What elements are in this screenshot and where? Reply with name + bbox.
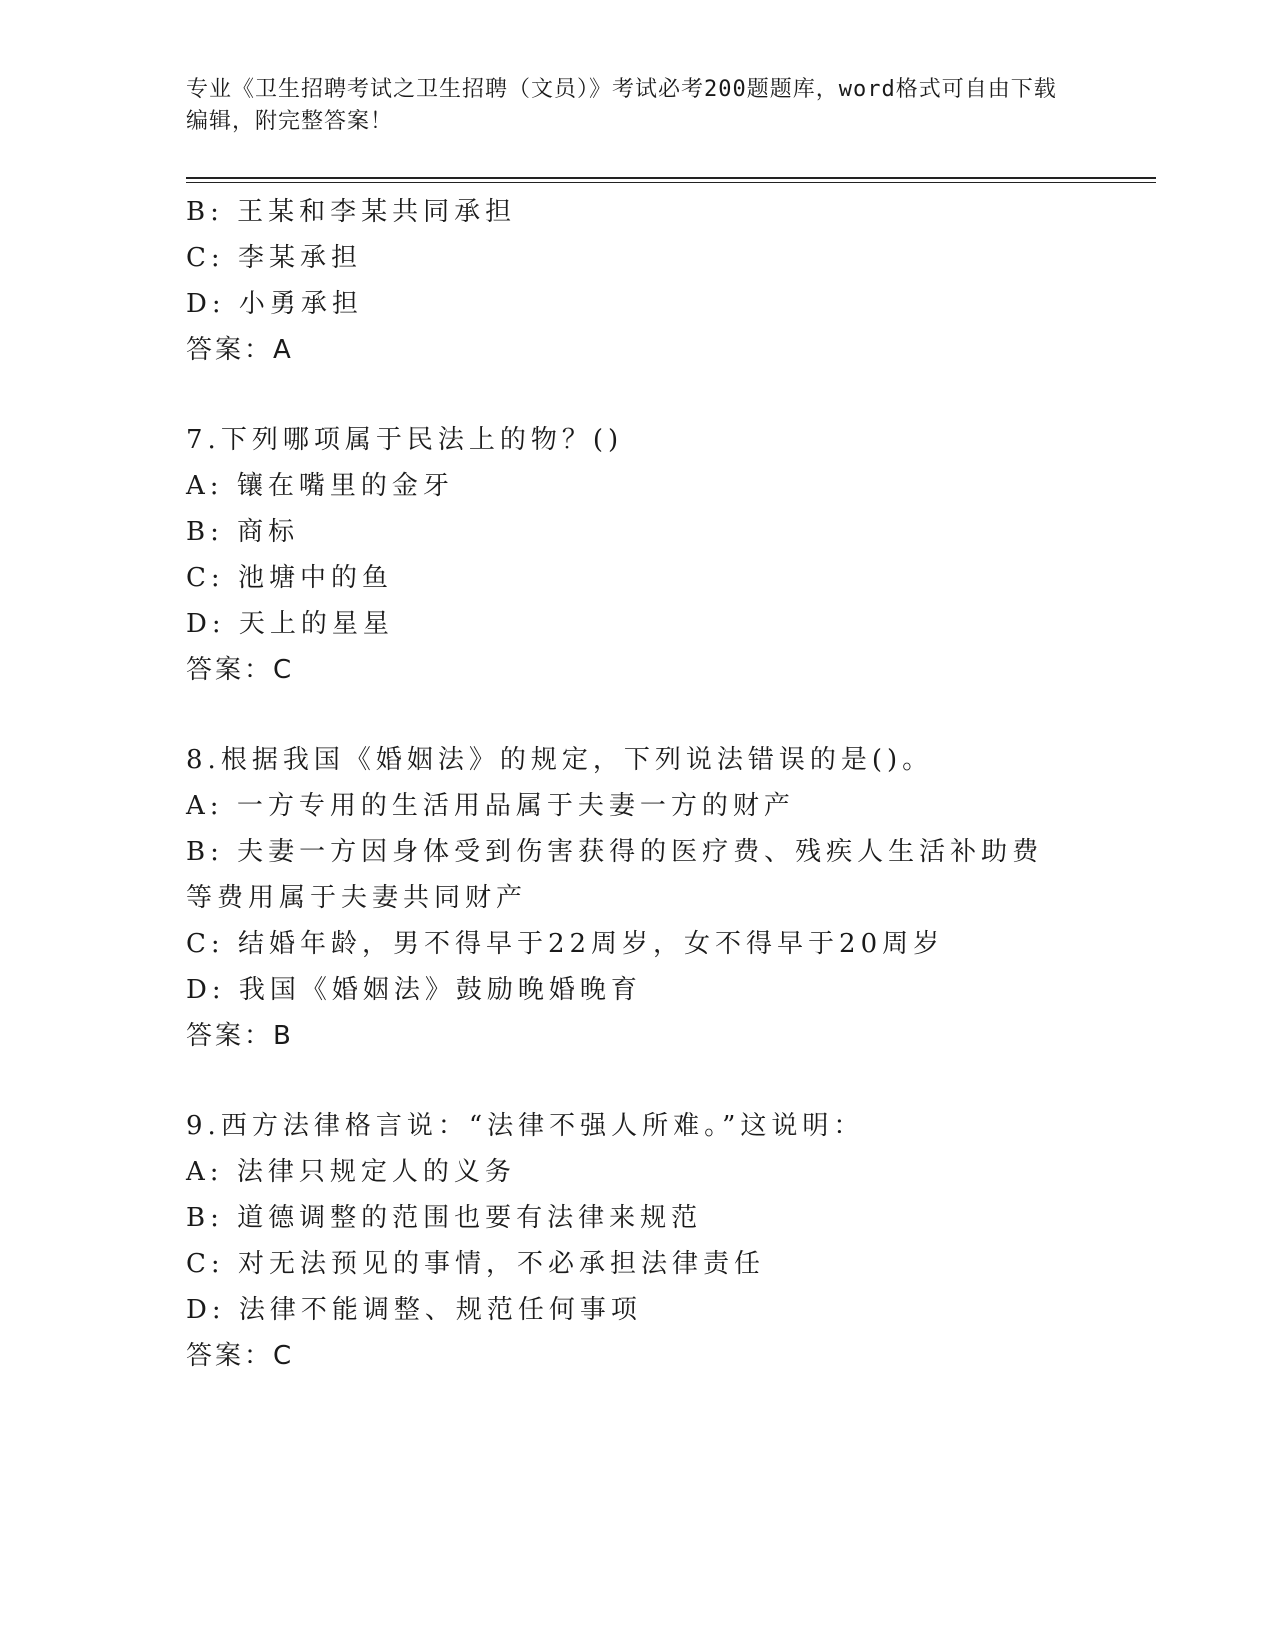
answer-line bbox=[186, 1013, 1086, 1059]
option-text: 小勇承担 bbox=[238, 289, 363, 319]
option-label: B bbox=[186, 517, 211, 547]
answer-value: C bbox=[273, 1341, 295, 1371]
question-item bbox=[186, 417, 1086, 693]
option-label: C bbox=[186, 563, 211, 593]
option-separator: : bbox=[210, 929, 238, 959]
answer-value: B bbox=[273, 1021, 294, 1051]
answer-line bbox=[186, 1333, 1086, 1379]
answer-line bbox=[186, 327, 1086, 373]
option-text: 夫妻一方因身体受到伤害获得的医疗费、残疾人生活补助费等费用属于夫妻共同财产 bbox=[186, 837, 1044, 913]
question-gap bbox=[186, 1059, 1086, 1103]
question-gap bbox=[186, 373, 1086, 417]
option-row bbox=[186, 601, 1086, 647]
question-number: 7. bbox=[186, 425, 221, 455]
question-text: 下列哪项属于民法上的物？() bbox=[220, 425, 624, 455]
option-text: 对无法预见的事情，不必承担法律责任 bbox=[237, 1249, 765, 1279]
option-label: D bbox=[186, 289, 212, 319]
question-text: 西方法律格言说：“法律不强人所难。”这说明： bbox=[220, 1111, 865, 1141]
question-item bbox=[186, 737, 1086, 1059]
option-separator: : bbox=[209, 791, 237, 821]
question-number: 9. bbox=[186, 1111, 221, 1141]
option-row bbox=[186, 921, 1086, 967]
option-separator: : bbox=[210, 243, 238, 273]
option-row bbox=[186, 1241, 1086, 1287]
option-row bbox=[186, 829, 1066, 921]
option-text: 法律不能调整、规范任何事项 bbox=[238, 1295, 642, 1325]
option-label: B bbox=[186, 197, 211, 227]
option-separator: : bbox=[209, 1157, 237, 1187]
question-stem bbox=[186, 737, 1086, 783]
option-separator: : bbox=[210, 517, 238, 547]
header-intro-text: 专业《卫生招聘考试之卫生招聘（文员）》考试必考200题题库，word格式可自由下载编辑，附完整答案！ bbox=[186, 77, 1057, 134]
answer-value: A bbox=[273, 335, 294, 365]
option-label: D bbox=[186, 975, 212, 1005]
question-stem bbox=[186, 1103, 1086, 1149]
option-separator: : bbox=[211, 975, 239, 1005]
option-row bbox=[186, 555, 1086, 601]
option-text: 道德调整的范围也要有法律来规范 bbox=[237, 1203, 703, 1233]
option-row bbox=[186, 1287, 1086, 1333]
option-text: 王某和李某共同承担 bbox=[237, 197, 517, 227]
option-separator: : bbox=[210, 563, 238, 593]
option-label: B bbox=[186, 1203, 211, 1233]
question-stem bbox=[186, 417, 1086, 463]
option-separator: : bbox=[210, 197, 238, 227]
option-label: B bbox=[186, 837, 211, 867]
option-label: D bbox=[186, 609, 212, 639]
option-row bbox=[186, 189, 1086, 235]
option-separator: : bbox=[210, 1249, 238, 1279]
option-label: A bbox=[186, 791, 210, 821]
answer-prefix: 答案： bbox=[186, 1021, 274, 1051]
option-row bbox=[186, 235, 1086, 281]
option-text: 法律只规定人的义务 bbox=[236, 1157, 516, 1187]
question-number: 8. bbox=[186, 745, 221, 775]
option-label: D bbox=[186, 1295, 212, 1325]
option-text: 池塘中的鱼 bbox=[237, 563, 393, 593]
answer-prefix: 答案： bbox=[186, 655, 274, 685]
answer-line bbox=[186, 647, 1086, 693]
option-text: 镶在嘴里的金牙 bbox=[236, 471, 454, 501]
answer-prefix: 答案： bbox=[186, 1341, 274, 1371]
option-label: C bbox=[186, 1249, 211, 1279]
option-separator: : bbox=[209, 471, 237, 501]
document-header-intro bbox=[186, 74, 1076, 138]
option-row bbox=[186, 967, 1086, 1013]
question-text: 根据我国《婚姻法》的规定，下列说法错误的是()。 bbox=[220, 745, 934, 775]
option-text: 我国《婚姻法》鼓励晚婚晚育 bbox=[238, 975, 642, 1005]
option-text: 一方专用的生活用品属于夫妻一方的财产 bbox=[236, 791, 795, 821]
option-separator: : bbox=[211, 289, 239, 319]
option-label: A bbox=[186, 1157, 210, 1187]
question-item bbox=[186, 1103, 1086, 1379]
option-row bbox=[186, 1195, 1086, 1241]
option-separator: : bbox=[211, 1295, 239, 1325]
option-text: 天上的星星 bbox=[238, 609, 394, 639]
header-divider-thick bbox=[186, 177, 1156, 179]
option-row bbox=[186, 281, 1086, 327]
option-text: 李某承担 bbox=[237, 243, 362, 273]
option-separator: : bbox=[211, 609, 239, 639]
option-separator: : bbox=[210, 837, 238, 867]
option-text: 商标 bbox=[237, 517, 300, 547]
option-separator: : bbox=[210, 1203, 238, 1233]
question-gap bbox=[186, 693, 1086, 737]
option-text: 结婚年龄，男不得早于22周岁，女不得早于20周岁 bbox=[237, 929, 945, 959]
question-list bbox=[186, 189, 1086, 1379]
option-row bbox=[186, 783, 1086, 829]
answer-prefix: 答案： bbox=[186, 335, 274, 365]
option-row bbox=[186, 463, 1086, 509]
answer-value: C bbox=[273, 655, 295, 685]
partial-question bbox=[186, 189, 1086, 373]
option-label: C bbox=[186, 929, 211, 959]
header-divider-thin bbox=[186, 182, 1156, 183]
option-label: C bbox=[186, 243, 211, 273]
option-row bbox=[186, 1149, 1086, 1195]
option-label: A bbox=[186, 471, 210, 501]
option-row bbox=[186, 509, 1086, 555]
